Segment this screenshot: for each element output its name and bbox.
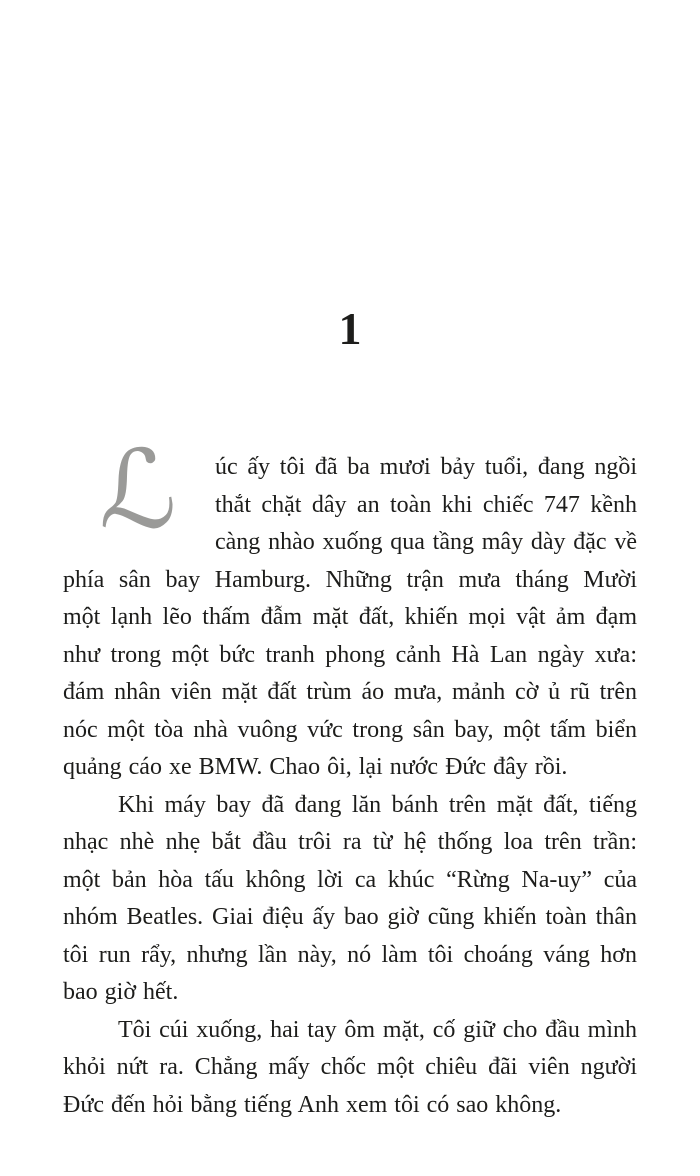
text-line: một lạnh lẽo thấm đẫm mặt đất, khiến mọi vật ảm đạm bbox=[63, 604, 637, 630]
text-line: thắt chặt dây an toàn khi chiếc 747 kềnh bbox=[215, 491, 637, 518]
paragraph-3 bbox=[63, 1012, 637, 1125]
text-line: Đức đến hỏi bằng tiếng Anh xem tôi có sao không. bbox=[63, 1091, 562, 1118]
text-line: một bản hòa tấu không lời ca khúc “Rừng Na-uy” của bbox=[63, 866, 637, 893]
text-line: càng nhào xuống qua tầng mây dày đặc về bbox=[215, 529, 637, 555]
text-line: nhóm Beatles. Giai điệu ấy bao giờ cũng khiến toàn thân bbox=[63, 904, 637, 930]
text-line: bao giờ hết. bbox=[63, 979, 179, 1005]
text-line: úc ấy tôi đã ba mươi bảy tuổi, đang ngồi bbox=[215, 454, 637, 480]
text-line: Khi máy bay đã đang lăn bánh trên mặt đất, tiếng bbox=[118, 791, 637, 818]
text-line: tôi run rẩy, nhưng lần này, nó làm tôi choáng váng hơn bbox=[63, 941, 637, 968]
text-line: như trong một bức tranh phong cảnh Hà Lan ngày xưa: bbox=[63, 641, 637, 668]
chapter-number: 1 bbox=[338, 303, 362, 354]
text-block bbox=[63, 428, 637, 1124]
text-line: phía sân bay Hamburg. Những trận mưa tháng Mười bbox=[63, 566, 637, 593]
text-line: quảng cáo xe BMW. Chao ôi, lại nước Đức đây rồi. bbox=[63, 754, 568, 780]
text-line: Tôi cúi xuống, hai tay ôm mặt, cố giữ cho đầu mình bbox=[118, 1016, 637, 1043]
text-line: đám nhân viên mặt đất trùm áo mưa, mảnh cờ ủ rũ trên bbox=[63, 679, 637, 705]
text-line: khỏi nứt ra. Chẳng mấy chốc một chiêu đãi viên người bbox=[63, 1054, 637, 1080]
text-line: nhạc nhè nhẹ bắt đầu trôi ra từ hệ thống loa trên trần: bbox=[63, 829, 637, 855]
text-line: nóc một tòa nhà vuông vức trong sân bay, một tấm biển bbox=[63, 716, 637, 743]
paragraph-2 bbox=[63, 787, 637, 1012]
drop-cap-letter: ℒ bbox=[99, 428, 177, 553]
